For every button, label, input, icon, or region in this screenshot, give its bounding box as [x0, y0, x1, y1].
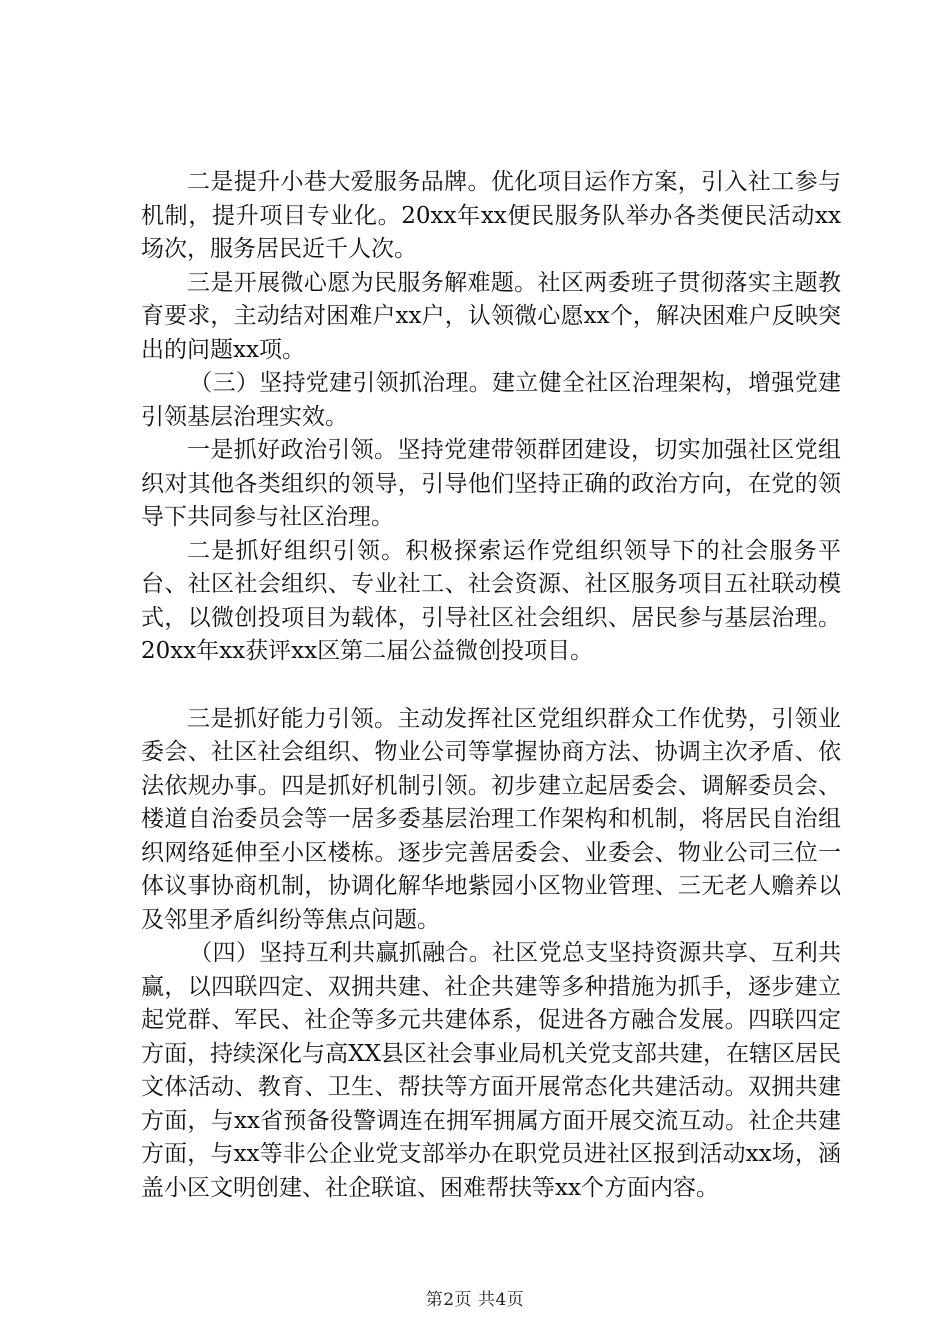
- section-heading-governance: （三）坚持党建引领抓治理。建立健全社区治理架构，增强党建引领基层治理实效。: [141, 370, 841, 430]
- paragraph-brand-service: 二是提升小巷大爱服务品牌。优化项目运作方案，引入社工参与机制，提升项目专业化。20xx年xx便民服务队举办各类便民活动xx场次，服务居民近千人次。: [141, 169, 841, 262]
- paragraph-micro-wish: 三是开展微心愿为民服务解难题。社区两委班子贯彻落实主题教育要求，主动结对困难户xx户，认领微心愿xx个，解决困难户反映突出的问题xx项。: [141, 269, 841, 363]
- section-paragraph-integration: （四）坚持互利共赢抓融合。社区党总支坚持资源共享、互利共赢，以四联四定、双拥共建、社企共建等多种措施为抓手，逐步建立起党群、军民、社企等多元共建体系，促进各方融合发展。四联四定方面，持续深化与高XX县区社会事业局机关党支部共建，在辖区居民文体活动、教育、卫生、帮扶等方面开展常态化共建活动。双拥共建方面，与xx省预备役警调连在拥军拥属方面开展交流互动。社企共建方面，与xx等非公企业党支部举办在职党员进社区报到活动xx场，涵盖小区文明创建、社企联谊、困难帮扶等xx个方面内容。: [141, 940, 841, 1201]
- paragraph-political-leadership: 一是抓好政治引领。坚持党建带领群团建设，切实加强社区党组织对其他各类组织的领导，引导他们坚持正确的政治方向，在党的领导下共同参与社区治理。: [141, 437, 841, 530]
- page-number-footer: 第2页 共4页: [425, 1290, 525, 1310]
- document-body: [141, 166, 841, 1205]
- paragraph-organizational-leadership: 二是抓好组织引领。积极探索运作党组织领导下的社会服务平台、社区社会组织、专业社工、社会资源、社区服务项目五社联动模式，以微创投项目为载体，引导社区社会组织、居民参与基层治理。20xx年xx获评xx区第二届公益微创投项目。: [141, 537, 841, 664]
- paragraph-capability-mechanism-leadership: 三是抓好能力引领。主动发挥社区党组织群众工作优势，引领业委会、社区社会组织、物业公司等掌握协商方法、协调主次矛盾、依法依规办事。四是抓好机制引领。初步建立起居委会、调解委员会、楼道自治委员会等一居多委基层治理工作架构和机制，将居民自治组织网络延伸至小区楼栋。逐步完善居委会、业委会、物业公司三位一体议事协商机制，协调化解华地紫园小区物业管理、三无老人赡养以及邻里矛盾纠纷等焦点问题。: [141, 705, 841, 933]
